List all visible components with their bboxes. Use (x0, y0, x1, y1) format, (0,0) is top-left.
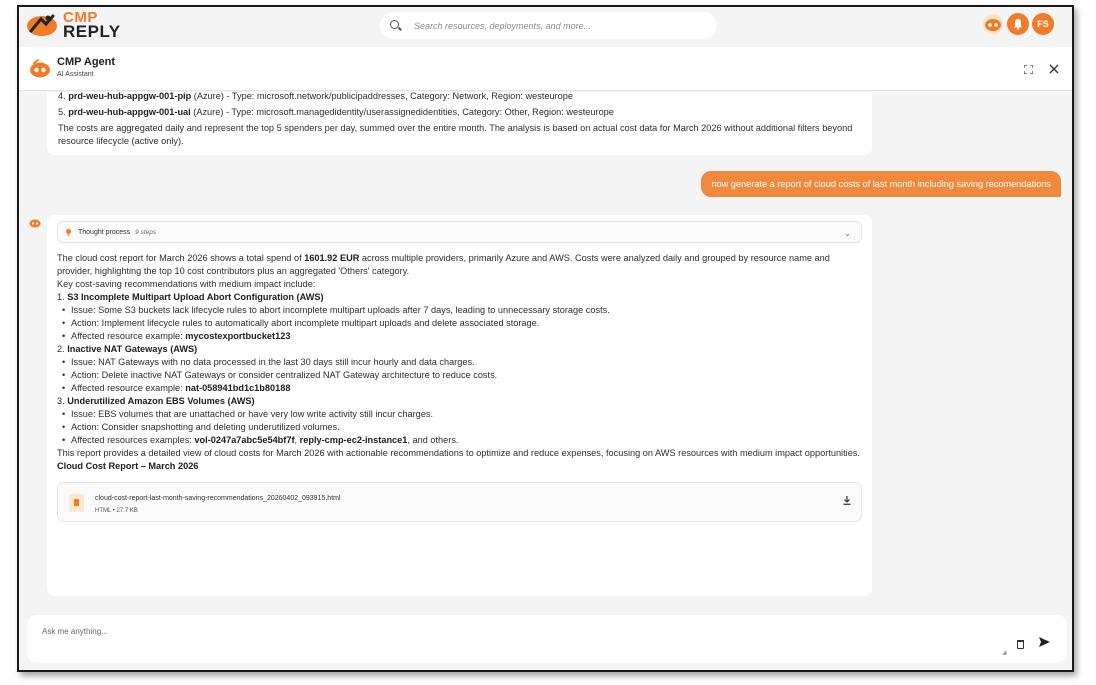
recommendation-title (57, 343, 862, 356)
list-item: 4. prd-weu-hub-appgw-001-pip (Azure) - Type: microsoft.network/publicipaddresses, Category: Network, Region: westeurope (58, 92, 574, 101)
resource-details: (Azure) - Type: microsoft.managedidentity/userassignedidentities, Category: Other, Region: westeurope (190, 107, 614, 117)
attachment-meta: HTML • 27.7 KB (95, 508, 138, 514)
example-resource: mycostexportbucket123 (185, 331, 291, 341)
key-recommendations-line: Key cost-saving recommendations with medium impact include: (57, 279, 316, 289)
example-label: Affected resource example: (71, 331, 186, 341)
example-resource: vol-0247a7abc5e54bf7f (194, 435, 295, 445)
brand-line2: REPLY (63, 22, 121, 41)
intro-text-rest: across multiple providers, primarily Azure and AWS. Costs were analyzed daily and grouped by resource name and provider, highlighting the top 10 cost contributors plus an aggregated 'Others' category. (57, 253, 830, 276)
example-label: Affected resource example: (71, 383, 186, 393)
example-label: Affected resources examples: (71, 435, 195, 445)
rec-issue: • Issue: EBS volumes that are unattached or have very low write activity still incur charges. (57, 408, 862, 421)
rec-issue: • Issue: Some S3 buckets lack lifecycle rules to abort incomplete multipart uploads after 7 days, leading to unnecessary storage costs. (57, 304, 862, 317)
assistant-report-message (47, 215, 872, 596)
user-avatar[interactable]: FS (1032, 13, 1054, 35)
separator: , (294, 435, 300, 445)
rec-example (57, 382, 862, 395)
agent-logo-icon (29, 59, 51, 84)
search-input[interactable] (414, 21, 694, 31)
resource-name: prd-weu-hub-appgw-001-uai (68, 107, 191, 117)
report-title: Cloud Cost Report – March 2026 (57, 461, 199, 471)
rec-number: 1. (57, 292, 68, 302)
close-button[interactable] (1047, 62, 1061, 76)
rec-title-text: Inactive NAT Gateways (AWS) (67, 344, 198, 354)
expand-icon (1024, 65, 1033, 74)
attachment-filename[interactable]: cloud-cost-report-last-month-saving-recommendations_20260402_093915.html (95, 495, 341, 502)
top-bar (19, 7, 1072, 47)
example-tail: , and others. (407, 435, 459, 445)
top-actions (982, 13, 1054, 35)
rec-title-text: S3 Incomplete Multipart Upload Abort Configuration (AWS) (67, 292, 324, 302)
total-amount: 1601.92 EUR (304, 253, 360, 263)
thought-label: Thought process (78, 228, 131, 236)
rec-issue: • Issue: NAT Gateways with no data processed in the last 30 days still incur hourly and data charges. (57, 356, 862, 369)
thought-steps: 9 steps (135, 228, 157, 236)
app-window (17, 5, 1074, 672)
recommendation-title (57, 395, 862, 408)
rec-action: • Action: Implement lifecycle rules to automatically abort incomplete multipart uploads and delete associated storage. (57, 317, 862, 330)
example-resource: reply-cmp-ec2-instance1 (299, 435, 408, 445)
resize-handle-icon[interactable]: ◢ (1002, 650, 1007, 656)
rec-title-text: Underutilized Amazon EBS Volumes (AWS) (67, 396, 255, 406)
summary-text: The costs are aggregated daily and represent the top 5 spenders per day, summed over the entire month. The analysis is based on actual cost data for March 2026 without additional filters beyond resource lifecycle (active only). (58, 123, 853, 146)
search-icon (390, 20, 402, 32)
trash-icon[interactable] (1017, 640, 1024, 649)
notifications-button[interactable] (1007, 13, 1029, 35)
report-closing: This report provides a detailed view of cloud costs for March 2026 with actionable recommendations to optimize and reduce expenses, focusing on AWS resources with medium impact opportunities. (57, 448, 860, 458)
report-intro (57, 252, 862, 278)
rec-action: • Action: Consider snapshotting and deleting underutilized volumes. (57, 421, 862, 434)
message-composer (27, 615, 1067, 663)
thought-process-toggle[interactable] (57, 221, 862, 243)
bell-icon (1012, 18, 1024, 30)
brand-logo[interactable] (25, 11, 121, 39)
agent-title: CMP Agent (57, 56, 116, 68)
agent-subtitle: AI Assistant (57, 71, 94, 78)
recommendation-title (57, 291, 862, 304)
resource-name: prd-weu-hub-appgw-001-pip (68, 92, 192, 101)
rec-example (57, 330, 862, 343)
agent-panel-header (19, 47, 1072, 91)
list-item: 5. prd-weu-hub-appgw-001-uai (Azure) - Type: microsoft.managedidentity/userassignedidentities, Category: Other, Region: westeurope (58, 107, 614, 117)
assistant-launcher-icon[interactable] (982, 13, 1004, 35)
download-icon (843, 496, 851, 505)
close-icon (1049, 64, 1059, 74)
resource-details: (Azure) - Type: microsoft.network/publicipaddresses, Category: Network, Region: westeurope (191, 92, 574, 101)
lightbulb-icon (66, 229, 71, 236)
intro-text: The cloud cost report for March 2026 shows a total spend of (57, 253, 305, 263)
expand-button[interactable] (1021, 62, 1035, 76)
rec-number: 2. (57, 344, 68, 354)
message-input[interactable] (42, 627, 942, 647)
rec-action: • Action: Delete inactive NAT Gateways or consider centralized NAT Gateway architecture to reduce costs. (57, 369, 862, 382)
assistant-avatar-icon (29, 215, 41, 233)
send-button[interactable] (1039, 637, 1050, 650)
html-file-icon (69, 494, 84, 512)
brand-line1: CMP (63, 9, 98, 26)
rec-number: 3. (57, 396, 68, 406)
global-search[interactable] (380, 12, 717, 39)
rec-example (57, 434, 862, 447)
send-icon (1039, 637, 1050, 647)
logo-mark-icon (25, 11, 59, 39)
chat-thread[interactable] (19, 92, 1072, 613)
previous-assistant-message (47, 92, 872, 155)
example-resource: nat-058941bd1c1b80188 (185, 383, 291, 393)
download-button[interactable] (843, 496, 851, 509)
attachment-card[interactable] (57, 482, 862, 522)
user-message: now generate a report of cloud costs of last month including saving recomendations (701, 171, 1061, 197)
chevron-down-icon: ⌄ (844, 229, 851, 238)
